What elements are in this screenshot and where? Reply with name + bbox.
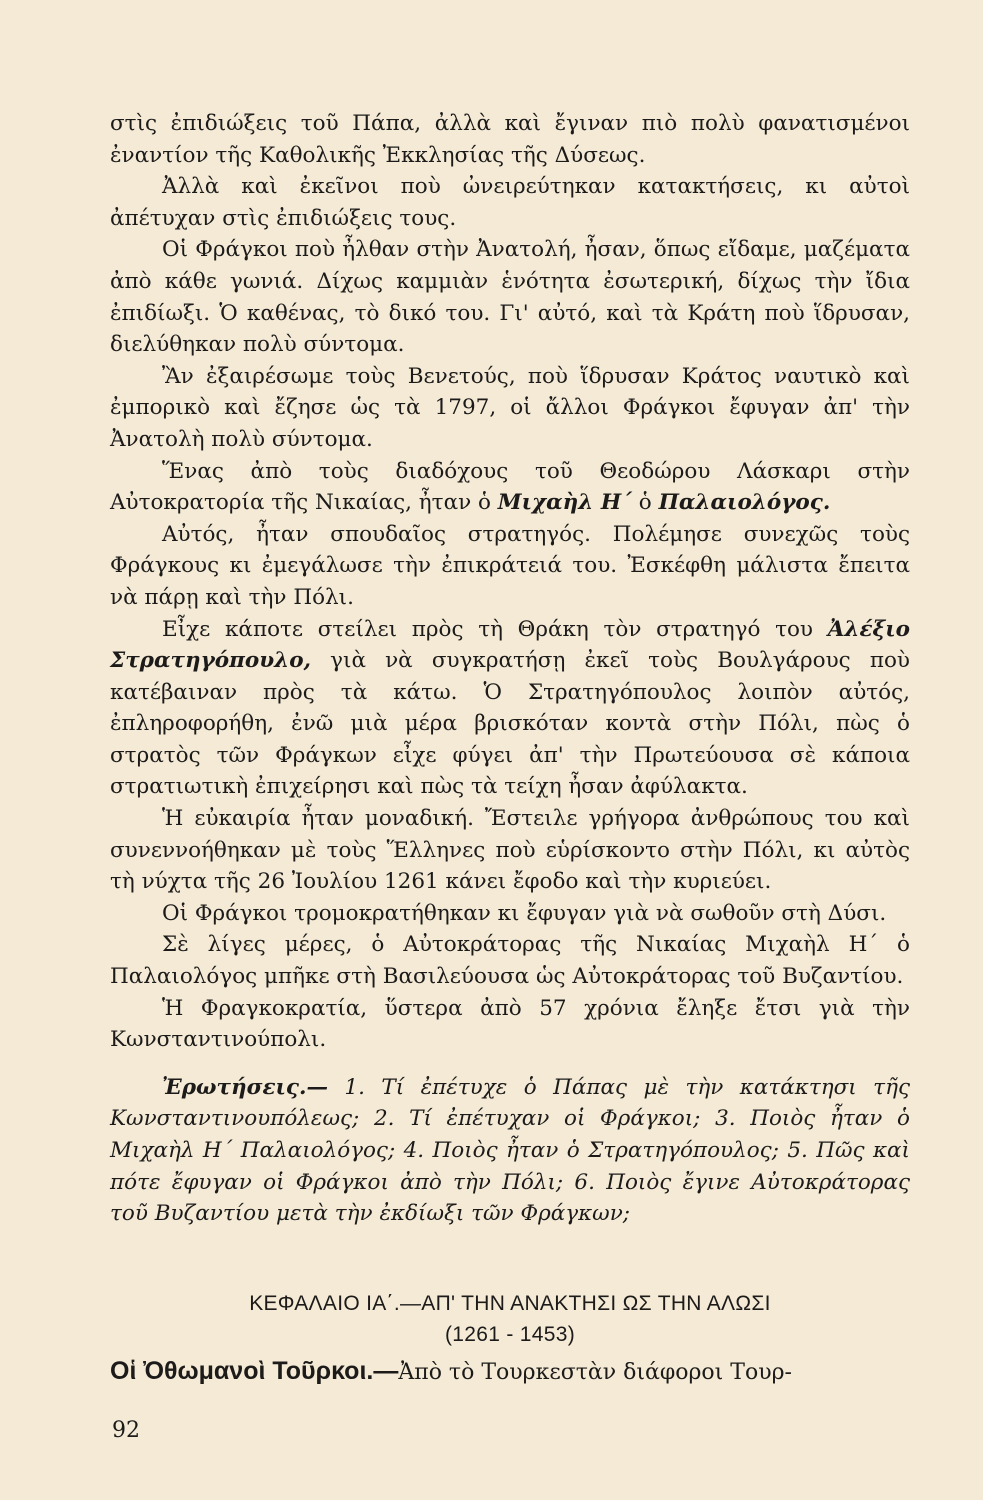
chapter-heading	[110, 1288, 910, 1350]
paragraph: Ἡ εὐκαιρία ἦταν μοναδική. Ἔστειλε γρήγορα ἀνθρώπους του καὶ συνεννοήθηκαν μὲ τοὺς Ἕλληνες ποὺ εὑρίσκοντο στὴν Πόλι, κι αὐτὸς τὴ νύχτα τῆς 26 Ἰουλίου 1261 κάνει ἔφοδο καὶ τὴν κυριεύει.	[110, 806, 910, 895]
paragraph-text: Εἶχε κάποτε στείλει πρὸς τὴ Θράκη τὸν στρατηγό του	[162, 616, 828, 642]
paragraph-text: Ἕνας ἀπὸ τοὺς διαδόχους τοῦ Θεοδώρου Λάσκαρι στὴν Αὐτοκρατορία τῆς Νικαίας, ἦταν ὁ	[110, 458, 910, 516]
section-text: Ἀπὸ τὸ Τουρκεστὰν διάφοροι Τουρ-	[398, 1360, 792, 1385]
chapter-title: ΚΕΦΑΛΑΙΟ ΙΑ΄.—ΑΠ' ΤΗΝ ΑΝΑΚΤΗΣΙ ΩΣ ΤΗΝ ΑΛΩΣΙ	[249, 1292, 771, 1315]
paragraph: Αὐτός, ἦταν σπουδαῖος στρατηγός. Πολέμησε συνεχῶς τοὺς Φράγκους κι ἐμεγάλωσε τὴν ἐπικράτειά του. Ἐσκέφθη μάλιστα ἔπειτα νὰ πάρῃ καὶ τὴν Πόλι.	[110, 521, 910, 610]
paragraph: Ἀλλὰ καὶ ἐκεῖνοι ποὺ ὠνειρεύτηκαν κατακτήσεις, κι αὐτοὶ ἀπέτυχαν στὶς ἐπιδιώξεις τους.	[110, 174, 910, 231]
questions-label: Ἐρωτήσεις.—	[162, 1074, 328, 1100]
emphasized-name: Παλαιολόγος.	[658, 490, 831, 516]
paragraph-text: γιὰ νὰ συγκρατήσῃ ἐκεῖ τοὺς Βουλγάρους ποὺ κατέβαιναν πρὸς τὰ κάτω. Ὁ Στρατηγόπουλος λοιπὸν αὐτός, ἐπληροφορήθη, ἐνῶ μιὰ μέρα βρισκόταν κοντὰ στὴν Πόλι, πὼς ὁ στρατὸς τῶν Φράγκων εἶχε φύγει ἀπ' τὴν Πρωτεύουσα σὲ κάποια στρατιωτικὴ ἐπιχείρησι καὶ πὼς τὰ τείχη ἦσαν ἀφύλακτα.	[110, 648, 910, 800]
body-text	[110, 108, 910, 1230]
questions-text: 1. Τί ἐπέτυχε ὁ Πάπας μὲ τὴν κατάκτησι τῆς Κωνσταντινουπόλεως; 2. Τί ἐπέτυχαν οἱ Φράγκοι; 3. Ποιὸς ἦταν ὁ Μιχαὴλ Η΄ Παλαιολόγος; 4. Ποιὸς ἦταν ὁ Στρατηγόπουλος; 5. Πῶς καὶ πότε ἔφυγαν οἱ Φράγκοι ἀπὸ τὴν Πόλι; 6. Ποιὸς ἔγινε Αὐτοκράτορας τοῦ Βυζαντίου μετὰ τὴν ἐκδίωξι τῶν Φράγκων;	[110, 1074, 910, 1227]
paragraph: Ἡ Φραγκοκρατία, ὕστερα ἀπὸ 57 χρόνια ἔληξε ἔτσι γιὰ τὴν Κωνσταντινούπολι.	[110, 995, 910, 1053]
paragraph-text: ὁ	[631, 490, 659, 516]
section-title: Οἱ Ὀθωμανοὶ Τοῦρκοι.—	[110, 1357, 399, 1385]
paragraph: Ἂν ἐξαιρέσωμε τοὺς Βενετούς, ποὺ ἵδρυσαν Κράτος ναυτικὸ καὶ ἐμπορικὸ καὶ ἔζησε ὡς τὰ 1797, οἱ ἄλλοι Φράγκοι ἔφυγαν ἀπ' τὴν Ἀνατολὴ πολὺ σύντομα.	[110, 363, 910, 452]
emphasized-name: Ἀλέξιο Στρατηγόπουλο,	[110, 616, 910, 674]
paragraph: Οἱ Φράγκοι ποὺ ἦλθαν στὴν Ἀνατολή, ἦσαν, ὅπως εἴδαμε, μαζέματα ἀπὸ κάθε γωνιά. Δίχως καμμιὰν ἑνότητα ἐσωτερική, δίχως τὴν ἴδια ἐπιδίωξι. Ὁ καθένας, τὸ δικό του. Γι' αὐτό, καὶ τὰ Κράτη ποὺ ἵδρυσαν, διελύθηκαν πολὺ σύντομα.	[110, 237, 910, 358]
page-number: 92	[112, 1418, 140, 1443]
chapter-years: (1261 - 1453)	[445, 1323, 575, 1346]
questions	[110, 1072, 910, 1230]
paragraph	[110, 614, 910, 804]
paragraph: Σὲ λίγες μέρες, ὁ Αὐτοκράτορας τῆς Νικαίας Μιχαὴλ Η΄ ὁ Παλαιολόγος μπῆκε στὴ Βασιλεύουσα ὡς Αὐτοκράτορας τοῦ Βυζαντίου.	[110, 932, 910, 990]
paragraph: στὶς ἐπιδιώξεις τοῦ Πάπα, ἀλλὰ καὶ ἔγιναν πιὸ πολὺ φανατισμένοι ἐναντίον τῆς Καθολικῆς Ἐκκλησίας τῆς Δύσεως.	[110, 111, 910, 168]
paragraph: Οἱ Φράγκοι τρομοκρατήθηκαν κι ἔφυγαν γιὰ νὰ σωθοῦν στὴ Δύσι.	[162, 900, 887, 926]
section-start	[110, 1354, 910, 1390]
emphasized-name: Μιχαὴλ Η΄	[497, 490, 632, 516]
paragraph	[110, 456, 910, 519]
